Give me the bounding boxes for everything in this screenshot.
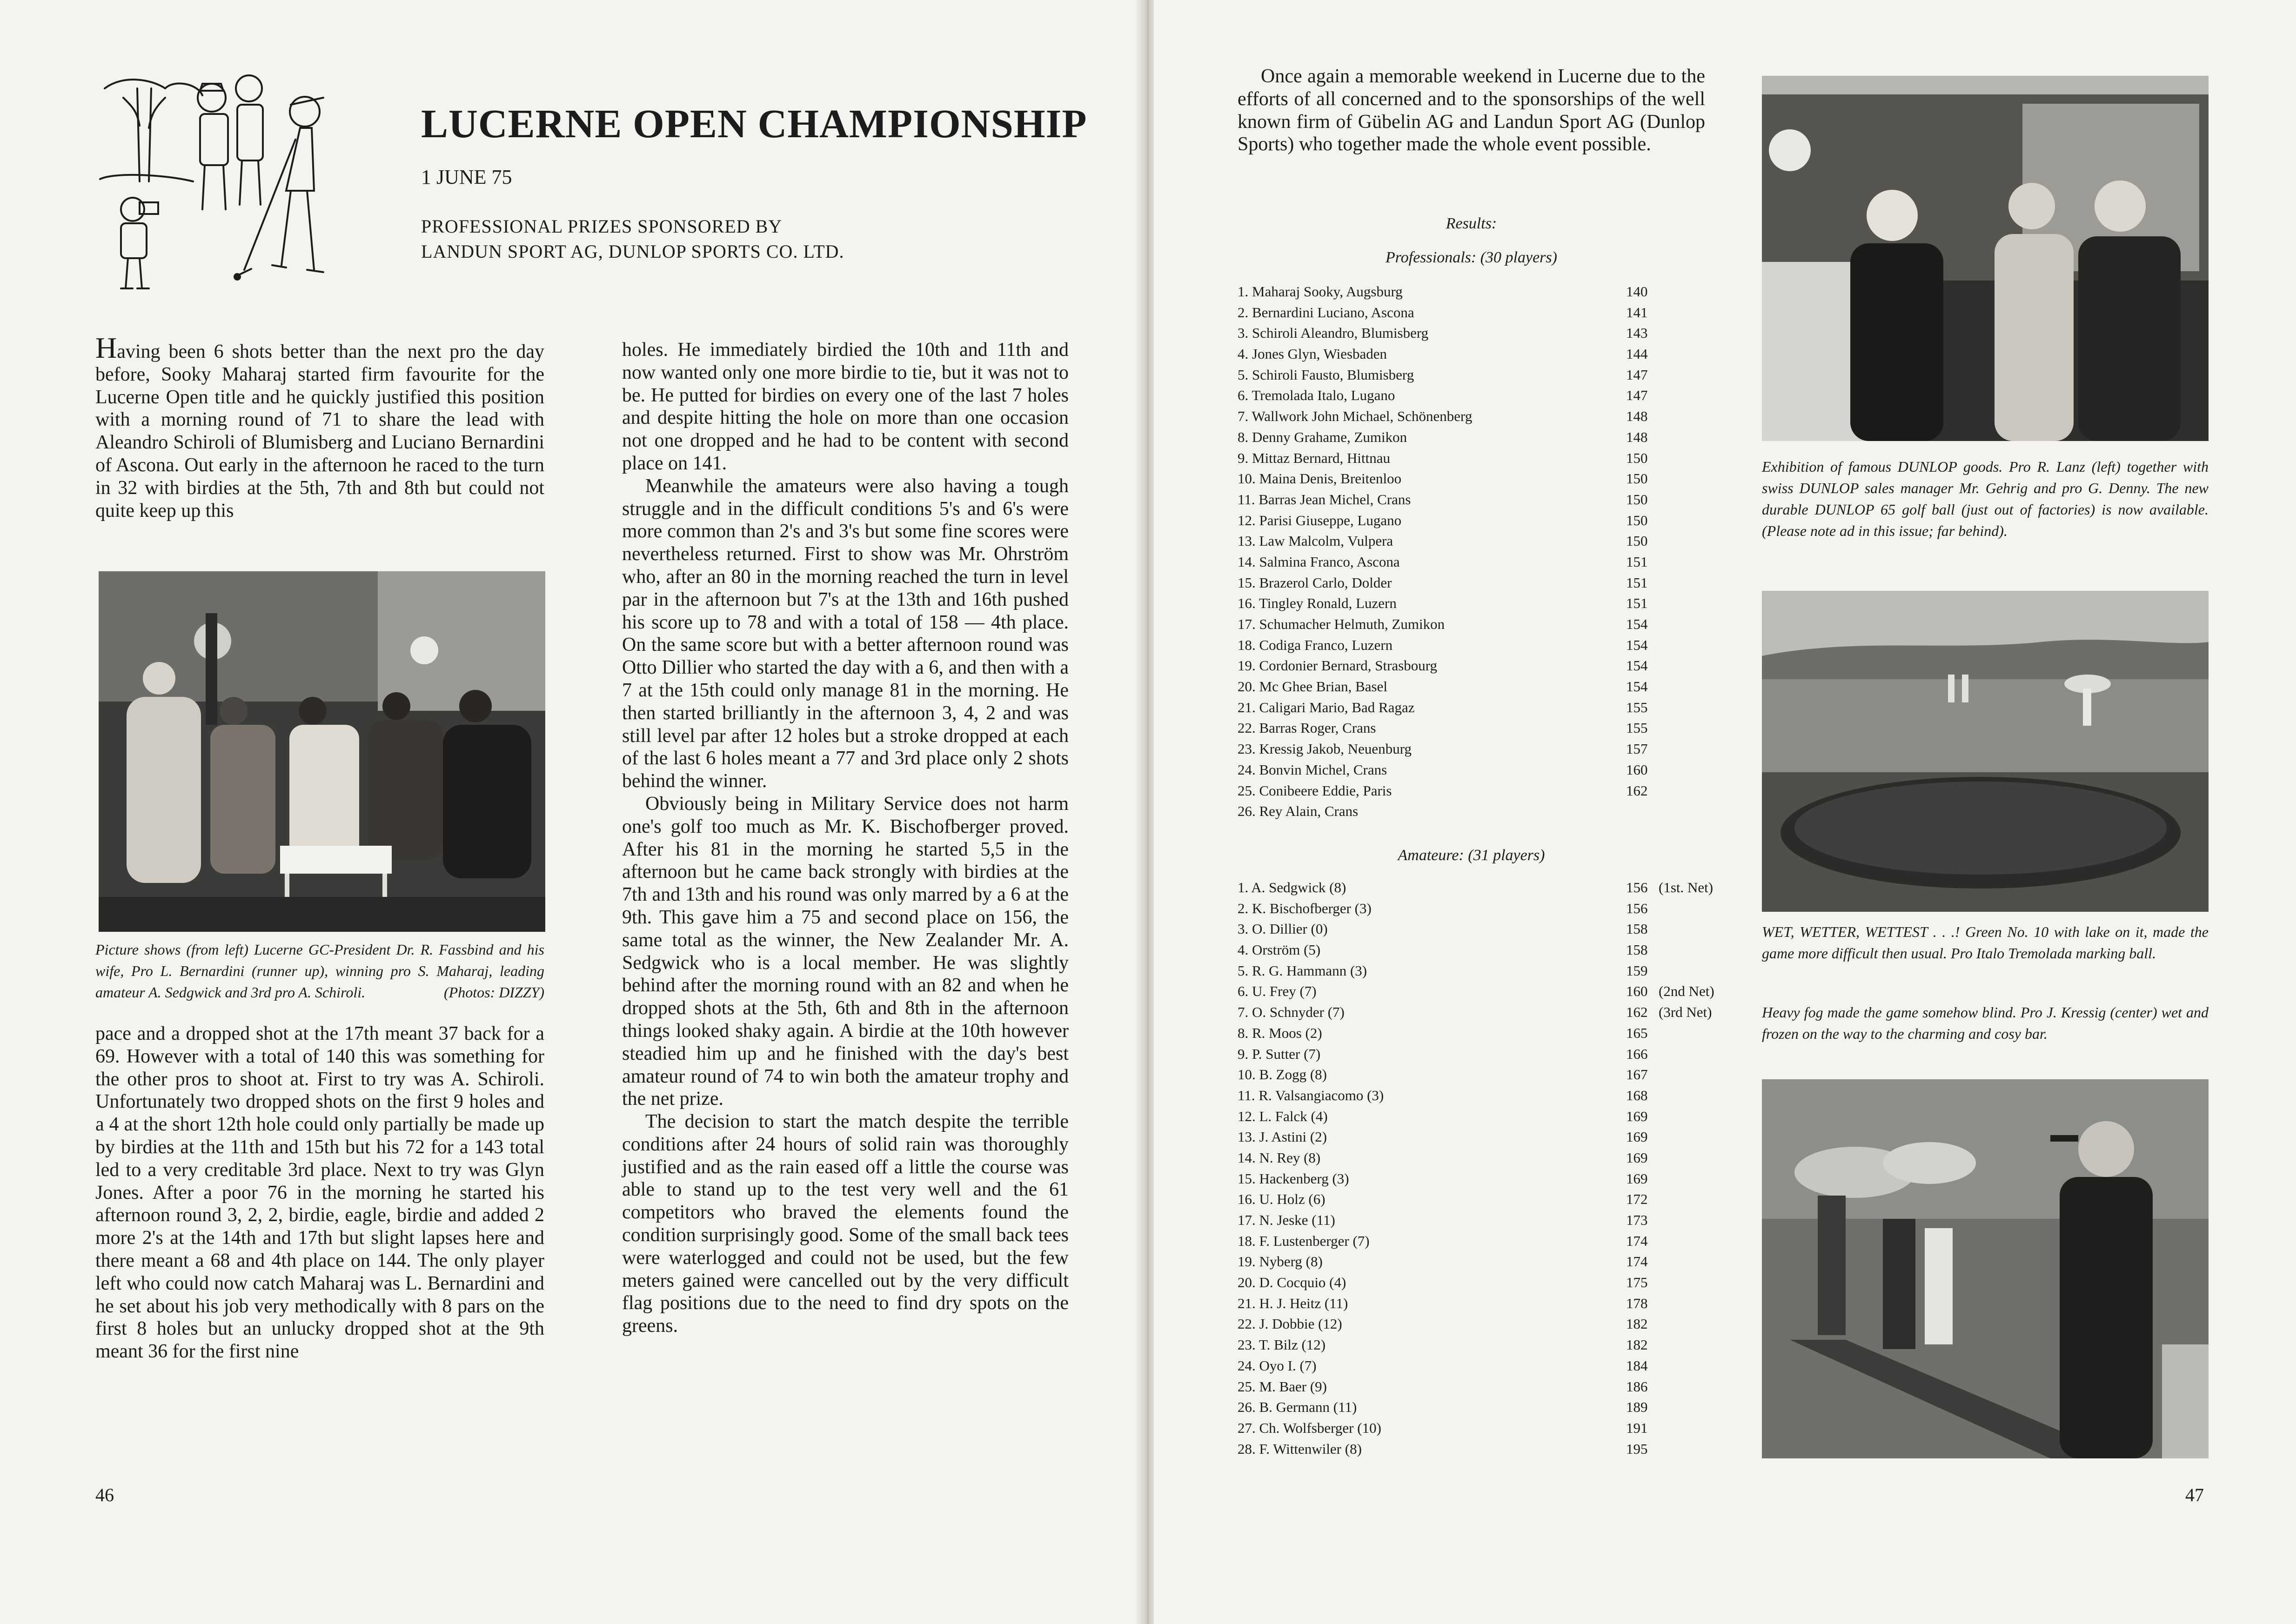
net-prize-note	[1659, 1418, 1705, 1439]
result-row	[1238, 635, 1705, 656]
player-name: 2. Bernardini Luciano, Ascona	[1238, 304, 1414, 321]
player-score: 156	[1626, 879, 1648, 896]
result-row	[1238, 877, 1714, 898]
net-prize-note	[1659, 1106, 1705, 1127]
spacer	[1659, 406, 1705, 427]
net-prize-note	[1659, 1293, 1705, 1314]
player-score: 191	[1626, 1419, 1648, 1436]
net-prize-note	[1659, 1044, 1705, 1065]
result-row	[1238, 1002, 1712, 1023]
photo-caption-exhibition: Exhibition of famous DUNLOP goods. Pro R. Lanz (left) together with swiss DUNLOP sales manager Mr. Gehrig and pro G. Denny. The new durable DUNLOP 65 golf ball (just out of factories) is now available. (Please note ad in this issue; far behind).	[1762, 458, 2209, 539]
result-row	[1238, 593, 1705, 614]
spacer	[1659, 385, 1705, 406]
player-name: 11. R. Valsangiacomo (3)	[1238, 1087, 1384, 1103]
player-name: 12. L. Falck (4)	[1238, 1108, 1328, 1124]
player-score: 168	[1626, 1087, 1648, 1103]
player-name: 24. Oyo I. (7)	[1238, 1357, 1317, 1374]
amateurs-heading: Amateure: (31 players)	[1398, 847, 1545, 864]
player-score: 175	[1626, 1274, 1648, 1291]
spacer	[1659, 718, 1705, 739]
player-score: 162	[1626, 1004, 1648, 1021]
article-paragraph: Obviously being in Military Service does not harm one's golf too much as Mr. K. Bischofberger proved. After his 81 in the morning he started 5,5 in the afternoon but he came back strongly with birdies at the 7th and 13th and his round was only marred by a 6 at the 9th. This gave him a 75 and second place on 156, the same total as the winner, the New Zealander Mr. A. Sedgwick who is a local member. He was slightly behind after the morning round with an 82 and when he dropped shots at the 5th, 6th and 8th in the afternoon things looked shaky again. A birdie at the 10th however steadied him up and he finished with the day's best amateur round of 74 to win both the amateur trophy and the net prize.	[622, 793, 1069, 1110]
player-name: 11. Barras Jean Michel, Crans	[1238, 491, 1411, 508]
result-row	[1238, 760, 1705, 781]
result-row	[1238, 573, 1705, 594]
player-score: 156	[1626, 900, 1648, 916]
player-name: 10. Maina Denis, Breitenloo	[1238, 470, 1402, 487]
intro-text: Once again a memorable weekend in Lucerne due to the efforts of all concerned and to the sponsorships of the well known firm of Gübelin AG and Landun Sport AG (Dunlop Sports) who together made the whole event possible.	[1238, 66, 1705, 155]
spacer	[1659, 676, 1705, 697]
result-row	[1238, 614, 1705, 635]
result-row	[1238, 1418, 1705, 1439]
result-row	[1238, 531, 1705, 552]
intro-paragraph	[1238, 65, 1705, 156]
player-score: 158	[1626, 921, 1648, 937]
player-name: 3. O. Dillier (0)	[1238, 921, 1328, 937]
player-name: 18. Codiga Franco, Luzern	[1238, 636, 1393, 653]
net-prize-note	[1659, 1210, 1705, 1231]
player-score: 151	[1626, 553, 1648, 570]
photo-caption-wet-green: WET, WETTER, WETTEST . . .! Green No. 10 with lake on it, made the game more difficult then usual. Pro Italo Tremolada marking ball.	[1762, 923, 2209, 962]
page-number-right: 47	[2185, 1484, 2204, 1505]
player-name: 17. Schumacher Helmuth, Zumikon	[1238, 616, 1445, 632]
player-score: 166	[1626, 1045, 1648, 1062]
article-column-1-top	[95, 331, 544, 522]
player-score	[1626, 801, 1659, 822]
result-row	[1238, 1189, 1705, 1210]
golfers-cartoon-illustration	[95, 70, 356, 298]
player-score: 154	[1626, 636, 1648, 653]
player-name: 15. Brazerol Carlo, Dolder	[1238, 574, 1392, 591]
net-prize-note	[1659, 919, 1705, 940]
spacer	[1659, 365, 1705, 386]
photo-caption-left	[95, 939, 544, 1003]
player-name: 2. K. Bischofberger (3)	[1238, 900, 1372, 916]
result-row	[1238, 302, 1705, 323]
player-score: 169	[1626, 1170, 1648, 1187]
player-name: 22. Barras Roger, Crans	[1238, 720, 1376, 736]
player-score: 169	[1626, 1149, 1648, 1166]
net-prize-note	[1659, 1397, 1705, 1418]
player-name: 1. A. Sedgwick (8)	[1238, 879, 1346, 896]
spacer	[1659, 801, 1705, 822]
article-column-2	[622, 339, 1069, 1337]
article-paragraph: pace and a dropped shot at the 17th meant 37 back for a 69. However with a total of 140 this was something for the other pros to shoot at. First to try was A. Schiroli. Unfortunately two dropped shots on the first 9 holes and a 4 at the short 12th hole could only partially be made up by birdies at the 11th and 15th but his 72 for a 143 total led to a very creditable 3rd place. Next to try was Glyn Jones. After a poor 76 in the morning he started his afternoon round 3, 2, 2, birdie, eagle, birdie and added 2 more 2's at the 14th and 17th but slight lapses here and there meant a 68 and 4th place on 144. The only player left who could now catch Maharaj was L. Bernardini and he set about his job very methodically with 8 pars on the first 8 holes but an unlucky dropped shot at the 9th meant 36 for the first nine	[95, 1023, 544, 1363]
result-row	[1238, 1251, 1705, 1272]
player-score: 150	[1626, 491, 1648, 508]
player-score: 178	[1626, 1295, 1648, 1311]
article-paragraph: Meanwhile the amateurs were also having a tough struggle and in the difficult conditions 5's and 6's were more common than 2's and 3's but some fine scores were nevertheless returned. First to show was Mr. Ohrström who, after an 80 in the morning reached the turn in level par in the afternoon but 7's at the 13th and 16th pushed his score up to 78 and with a total of 158 — 4th place. On the same score but with a better afternoon round was Otto Dillier who started the day with a 6, and then with a 7 at the 15th could only manage 81 in the morning. He then started brilliantly in the afternoon 3, 4, 2 and was still level par after 12 holes but a stroke dropped at each of the last 6 holes meant a 77 and 3rd place only 2 shots behind the winner.	[622, 475, 1069, 792]
player-score: 150	[1626, 449, 1648, 466]
result-row	[1238, 781, 1705, 802]
result-row	[1238, 1127, 1705, 1148]
result-row	[1238, 961, 1705, 982]
spacer	[1659, 573, 1705, 594]
spacer	[1659, 739, 1705, 760]
spacer	[1659, 510, 1705, 531]
player-name: 19. Cordonier Bernard, Strasbourg	[1238, 657, 1438, 674]
page-number-left: 46	[95, 1484, 114, 1505]
result-row	[1238, 898, 1705, 919]
spacer	[1659, 489, 1705, 510]
player-name: 13. Law Malcolm, Vulpera	[1238, 533, 1393, 549]
player-score: 158	[1626, 942, 1648, 958]
result-row	[1238, 1397, 1705, 1418]
net-prize-note: (1st. Net)	[1659, 879, 1714, 896]
player-score: 147	[1626, 366, 1648, 383]
player-name: 13. J. Astini (2)	[1238, 1129, 1327, 1145]
result-row	[1238, 552, 1705, 573]
net-prize-note	[1659, 1251, 1705, 1272]
player-name: 25. M. Baer (9)	[1238, 1378, 1327, 1395]
player-score: 159	[1626, 962, 1648, 979]
spacer	[1659, 468, 1705, 489]
player-score: 147	[1626, 387, 1648, 404]
net-prize-note: (2nd Net)	[1659, 983, 1714, 1000]
player-name: 6. U. Frey (7)	[1238, 983, 1317, 1000]
player-score: 174	[1626, 1253, 1648, 1270]
player-name: 17. N. Jeske (11)	[1238, 1212, 1335, 1228]
player-score: 154	[1626, 657, 1648, 674]
player-name: 7. O. Schnyder (7)	[1238, 1004, 1345, 1021]
result-row	[1238, 1314, 1705, 1335]
spacer	[1659, 427, 1705, 448]
photo-dunlop-exhibition	[1762, 76, 2209, 441]
player-name: 26. B. Germann (11)	[1238, 1399, 1357, 1416]
amateurs-results-list	[1238, 877, 1714, 1459]
player-name: 14. N. Rey (8)	[1238, 1149, 1321, 1166]
player-score: 151	[1626, 595, 1648, 612]
result-row	[1238, 489, 1705, 510]
result-row	[1238, 676, 1705, 697]
player-score: 143	[1626, 325, 1648, 341]
result-row	[1238, 655, 1705, 676]
spacer	[1659, 593, 1705, 614]
drop-cap: H	[95, 331, 117, 364]
net-prize-note	[1659, 1356, 1705, 1377]
player-score: 148	[1626, 408, 1648, 425]
player-name: 22. J. Dobbie (12)	[1238, 1316, 1342, 1332]
net-prize-note	[1659, 1439, 1705, 1460]
result-row	[1238, 1272, 1705, 1293]
result-row	[1238, 801, 1705, 822]
net-prize-note	[1659, 1189, 1705, 1210]
caption-text: Picture shows (from left) Lucerne GC-President Dr. R. Fassbind and his wife, Pro L. Bernardini (runner up), winning pro S. Maharaj, leading amateur A. Sedgwick and 3rd pro A. Schiroli.	[95, 941, 544, 1001]
player-name: 21. Caligari Mario, Bad Ragaz	[1238, 699, 1415, 715]
player-score: 150	[1626, 512, 1648, 528]
player-score: 169	[1626, 1108, 1648, 1124]
professionals-results-list	[1238, 281, 1705, 822]
player-score: 141	[1626, 304, 1648, 321]
net-prize-note	[1659, 1023, 1705, 1044]
player-name: 16. Tingley Ronald, Luzern	[1238, 595, 1397, 612]
result-row	[1238, 365, 1705, 386]
player-name: 25. Conibeere Eddie, Paris	[1238, 782, 1392, 799]
spacer	[1659, 323, 1705, 344]
right-page	[1154, 0, 2296, 1624]
net-prize-note	[1659, 1085, 1705, 1106]
result-row	[1238, 406, 1705, 427]
result-row	[1238, 510, 1705, 531]
player-name: 23. Kressig Jakob, Neuenburg	[1238, 741, 1412, 757]
player-name: 9. Mittaz Bernard, Hittnau	[1238, 449, 1390, 466]
player-name: 16. U. Holz (6)	[1238, 1191, 1325, 1208]
result-row	[1238, 1293, 1705, 1314]
article-date: 1 JUNE 75	[421, 166, 512, 188]
net-prize-note	[1659, 1335, 1705, 1356]
result-row	[1238, 1377, 1705, 1397]
spacer	[1659, 781, 1705, 802]
player-name: 21. H. J. Heitz (11)	[1238, 1295, 1348, 1311]
player-name: 15. Hackenberg (3)	[1238, 1170, 1349, 1187]
player-score: 165	[1626, 1024, 1648, 1041]
result-row	[1238, 385, 1705, 406]
net-prize-note	[1659, 898, 1705, 919]
player-name: 4. Jones Glyn, Wiesbaden	[1238, 346, 1387, 362]
article-column-1-bottom	[95, 1023, 544, 1363]
player-score: 189	[1626, 1399, 1648, 1416]
player-name: 24. Bonvin Michel, Crans	[1238, 761, 1387, 778]
spacer	[1659, 635, 1705, 656]
player-score: 150	[1626, 533, 1648, 549]
article-paragraph: holes. He immediately birdied the 10th and 11th and now wanted only one more birdie to tie, but it was not to be. He putted for birdies on every one of the last 7 holes and despite hitting the hole on more than one occasion not one dropped and he had to be content with second place on 141.	[622, 339, 1069, 474]
result-row	[1238, 1106, 1705, 1127]
net-prize-note	[1659, 1064, 1705, 1085]
result-row	[1238, 1085, 1705, 1106]
player-score: 144	[1626, 346, 1648, 362]
player-score: 182	[1626, 1316, 1648, 1332]
result-row	[1238, 1439, 1705, 1460]
photo-credit: (Photos: DIZZY)	[443, 984, 544, 1001]
player-name: 8. Denny Grahame, Zumikon	[1238, 428, 1407, 445]
net-prize-note	[1659, 1314, 1705, 1335]
spacer	[1659, 448, 1705, 469]
player-score: 169	[1626, 1129, 1648, 1145]
result-row	[1238, 1148, 1705, 1169]
result-row	[1238, 427, 1705, 448]
player-name: 1. Maharaj Sooky, Augsburg	[1238, 283, 1403, 300]
result-row	[1238, 940, 1705, 961]
result-row	[1238, 919, 1705, 940]
spacer	[1659, 531, 1705, 552]
player-score: 160	[1626, 761, 1648, 778]
player-name: 10. B. Zogg (8)	[1238, 1066, 1327, 1083]
result-row	[1238, 448, 1705, 469]
player-name: 23. T. Bilz (12)	[1238, 1337, 1326, 1353]
net-prize-note	[1659, 1148, 1705, 1169]
spacer	[1659, 697, 1705, 718]
player-score: 162	[1626, 782, 1648, 799]
player-name: 4. Orström (5)	[1238, 942, 1321, 958]
article-title: LUCERNE OPEN CHAMPIONSHIP	[421, 101, 1087, 146]
result-row	[1238, 1169, 1705, 1190]
spacer	[1659, 344, 1705, 365]
player-name: 26. Rey Alain, Crans	[1238, 803, 1359, 820]
result-row	[1238, 981, 1714, 1002]
photo-fog-walk	[1762, 1079, 2209, 1458]
player-name: 5. R. G. Hammann (3)	[1238, 962, 1367, 979]
player-name: 3. Schiroli Aleandro, Blumisberg	[1238, 325, 1429, 341]
professionals-heading: Professionals: (30 players)	[1386, 249, 1557, 266]
result-row	[1238, 718, 1705, 739]
result-row	[1238, 1023, 1705, 1044]
player-score: 155	[1626, 699, 1648, 715]
net-prize-note	[1659, 1169, 1705, 1190]
player-score: 184	[1626, 1357, 1648, 1374]
results-heading: Results:	[1446, 215, 1497, 232]
result-row	[1238, 1356, 1705, 1377]
article-paragraph: aving been 6 shots better than the next pro the day before, Sooky Maharaj started firm favourite for the Lucerne Open title and he quickly justified this position with a morning round of 71 to share the lead with Aleandro Schiroli of Blumisberg and Luciano Bernardini of Ascona. Out early in the afternoon he raced to the turn in 32 with birdies at the 5th, 7th and 8th but could not quite keep up this	[95, 341, 544, 521]
spacer	[1659, 614, 1705, 635]
net-prize-note	[1659, 961, 1705, 982]
result-row	[1238, 468, 1705, 489]
player-name: 6. Tremolada Italo, Lugano	[1238, 387, 1395, 404]
player-name: 28. F. Wittenwiler (8)	[1238, 1440, 1362, 1457]
player-score: 151	[1626, 574, 1648, 591]
result-row	[1238, 323, 1705, 344]
sponsor-note	[421, 214, 844, 264]
net-prize-note	[1659, 940, 1705, 961]
player-score: 140	[1626, 283, 1648, 300]
photo-caption-fog: Heavy fog made the game somehow blind. Pro J. Kressig (center) wet and frozen on the way to the charming and cosy bar.	[1762, 1004, 2209, 1042]
player-score: 174	[1626, 1232, 1648, 1249]
left-page	[0, 0, 1142, 1624]
result-row	[1238, 1335, 1705, 1356]
result-row	[1238, 344, 1705, 365]
spacer	[1659, 302, 1705, 323]
player-score: 155	[1626, 720, 1648, 736]
result-row	[1238, 1044, 1705, 1065]
player-name: 20. Mc Ghee Brian, Basel	[1238, 678, 1387, 695]
player-name: 8. R. Moos (2)	[1238, 1024, 1322, 1041]
result-row	[1238, 739, 1705, 760]
sponsor-line-2: LANDUN SPORT AG, DUNLOP SPORTS CO. LTD.	[421, 241, 844, 262]
spacer	[1659, 281, 1705, 302]
result-row	[1238, 281, 1705, 302]
player-score: 157	[1626, 741, 1648, 757]
player-score: 182	[1626, 1337, 1648, 1353]
net-prize-note: (3rd Net)	[1659, 1004, 1712, 1021]
player-name: 19. Nyberg (8)	[1238, 1253, 1323, 1270]
player-score: 167	[1626, 1066, 1648, 1083]
player-score: 150	[1626, 470, 1648, 487]
sponsor-line-1: PROFESSIONAL PRIZES SPONSORED BY	[421, 216, 783, 237]
net-prize-note	[1659, 1231, 1705, 1252]
player-score: 160	[1626, 983, 1648, 1000]
player-name: 14. Salmina Franco, Ascona	[1238, 553, 1400, 570]
player-score: 154	[1626, 678, 1648, 695]
result-row	[1238, 697, 1705, 718]
player-name: 27. Ch. Wolfsberger (10)	[1238, 1419, 1381, 1436]
net-prize-note	[1659, 1377, 1705, 1397]
player-name: 7. Wallwork John Michael, Schönenberg	[1238, 408, 1473, 425]
player-name: 9. P. Sutter (7)	[1238, 1045, 1321, 1062]
result-row	[1238, 1231, 1705, 1252]
spacer	[1659, 552, 1705, 573]
player-name: 18. F. Lustenberger (7)	[1238, 1232, 1370, 1249]
result-row	[1238, 1064, 1705, 1085]
article-paragraph: The decision to start the match despite the terrible conditions after 24 hours of solid rain was thoroughly justified and as the rain eased off a little the course was able to stand up to the test very well and the 61 competitors who braved the elements found the condition surprisingly good. Some of the small back tees were waterlogged and could not be used, but the few meters gained were cancelled out by the very difficult flag positions due to the need to find dry spots on the greens.	[622, 1111, 1069, 1337]
net-prize-note	[1659, 1127, 1705, 1148]
photo-prize-giving	[99, 571, 545, 932]
spacer	[1659, 655, 1705, 676]
player-score: 186	[1626, 1378, 1648, 1395]
player-score: 148	[1626, 428, 1648, 445]
player-score: 173	[1626, 1212, 1648, 1228]
net-prize-note	[1659, 1272, 1705, 1293]
player-name: 20. D. Cocquio (4)	[1238, 1274, 1346, 1291]
result-row	[1238, 1210, 1705, 1231]
player-score: 195	[1626, 1440, 1648, 1457]
player-score: 154	[1626, 616, 1648, 632]
player-name: 12. Parisi Giuseppe, Lugano	[1238, 512, 1402, 528]
photo-wet-green	[1762, 591, 2209, 912]
player-name: 5. Schiroli Fausto, Blumisberg	[1238, 366, 1414, 383]
spacer	[1659, 760, 1705, 781]
player-score: 172	[1626, 1191, 1648, 1208]
